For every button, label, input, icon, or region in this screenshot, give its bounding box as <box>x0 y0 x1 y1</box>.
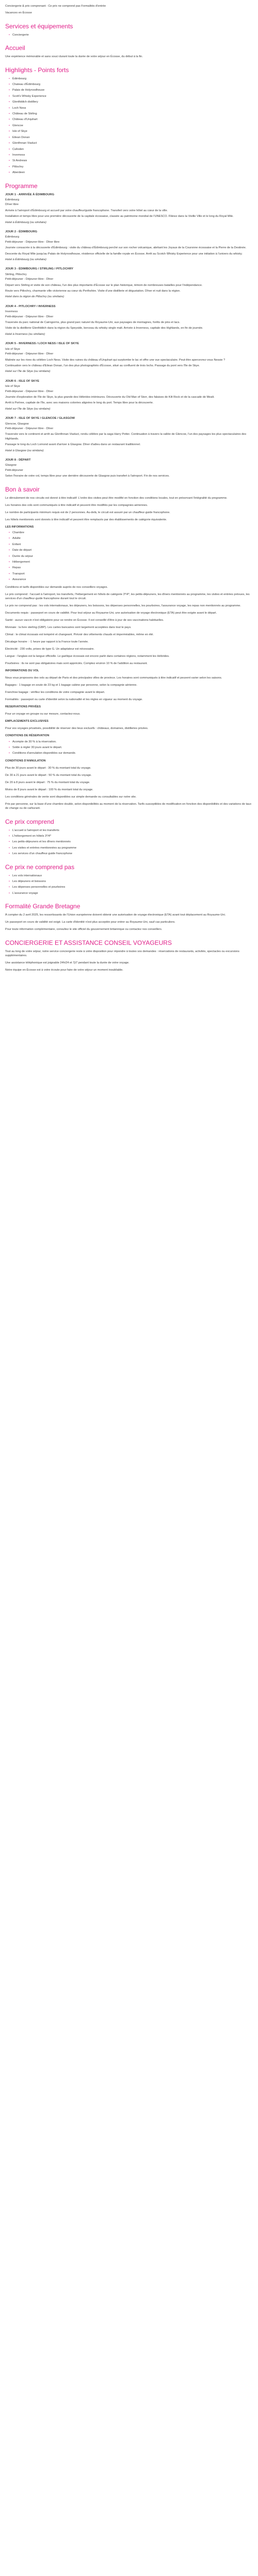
day-meals: Dîner libre <box>5 203 19 207</box>
paragraph: Une assistance téléphonique est joignable 24h/24 et 7j/7 pendant toute la durée de votre voyage. <box>5 961 130 964</box>
conditions-heading: CONDITIONS DE RÉSERVATION <box>5 734 50 738</box>
accueil-heading: Accueil <box>5 44 25 52</box>
list-item: • Les services d'un chauffeur-guide francophone <box>12 852 253 856</box>
list-item: • Adulte <box>12 536 253 540</box>
services-list <box>5 33 253 37</box>
day-block <box>5 304 253 336</box>
annulation-heading: CONDITIONS D'ANNULATION <box>5 759 46 762</box>
intro-line: Conciergerie & prix comprenant : Ce prix ne comprend pas Formalités d'entrée <box>5 5 106 8</box>
excluded-heading: Ce prix ne comprend pas <box>5 863 75 871</box>
day-title: JOUR 7 - ISLE OF SKYE / GLENCOE / GLASGOW <box>5 417 75 420</box>
paragraph: De 20 à 8 jours avant le départ : 75 % du montant total du voyage. <box>5 781 90 784</box>
excluded-list <box>5 874 253 896</box>
day-hotel: Hotel à Glasgow (ou similaire) <box>5 449 44 452</box>
list-item: • Scott's Whisky Experience <box>12 94 253 98</box>
paragraph: Monnaie : la livre sterling (GBP). Les cartes bancaires sont largement acceptées dans tout le pays. <box>5 626 132 630</box>
day-paragraph: Selon l'horaire de votre vol, temps libre pour une dernière découverte de Glasgow puis transfert à l'aéroport. Fin de nos services. <box>5 474 170 478</box>
list-item: • Culloden <box>12 147 253 151</box>
list-item: • Édimbourg <box>12 77 253 81</box>
day-block <box>5 193 253 225</box>
day-paragraph: Journée consacrée à la découverte d'Édimbourg : visite du château d'Édimbourg perché sur son rocher volcanique, abritant les Joyaux de la Couronne écossaise et la Pierre de la Destinée. <box>5 246 247 250</box>
day-meals: Petit-déjeuner - Déjeuner libre - Dîner <box>5 352 54 356</box>
list-item: • Date de départ <box>12 548 253 552</box>
formalites-text <box>5 913 253 931</box>
day-block <box>5 267 253 299</box>
day-meals: Petit-déjeuner - Déjeuner libre - Dîner libre <box>5 240 60 244</box>
list-item: • Glenfiddich distillery <box>12 100 253 104</box>
day-paragraph: Journée d'exploration de l'île de Skye, la plus grande des Hébrides intérieures. Découverte du Old Man of Storr, des falaises de Kilt Rock et de la cascade de Mealt. <box>5 395 215 399</box>
intro <box>5 4 253 15</box>
programme-heading: Programme <box>5 182 38 190</box>
day-meals: Petit-déjeuner - Déjeuner libre - Dîner <box>5 427 54 430</box>
day-block <box>5 458 253 479</box>
paragraph: Le prix comprend : l'accueil à l'aéroport, les transferts, l'hébergement en hôtels de catégorie 3*/4*, les petits-déjeuners, les dîners mentionnés au programme, les visites et entrées prévues, les services d'un chauffeur-guide francophone durant tout le circuit. <box>5 592 250 601</box>
day-paragraph: Traversée du parc national de Cairngorms, plus grand parc naturel du Royaume-Uni, aux paysages de montagnes, forêts de pins et lacs. <box>5 321 181 325</box>
reservations-heading: RESERVATIONS PRIVÉES <box>5 705 41 709</box>
list-item: • Hébergement <box>12 560 253 564</box>
paragraph: Décalage horaire : -1 heure par rapport à la France toute l'année. <box>5 640 89 644</box>
day-paragraph: Installation et temps libre pour une première découverte de la capitale écossaise, classée au patrimoine mondial de l'UNESCO. Flânez dans la Vieille Ville et le long du Royal Mile. <box>5 215 234 218</box>
paragraph: Conditions et tarifs disponibles sur demande auprès de nos conseillers voyages. <box>5 585 108 589</box>
day-hotel: Hotel à Inverness (ou similaire) <box>5 332 45 336</box>
list-item: • Glenfinnan Viaduct <box>12 141 253 145</box>
list-item: • Palais de Holyroodhouse <box>12 88 253 92</box>
list-item: • Les dépenses personnelles et pourboires <box>12 885 253 889</box>
list-item: • Château d'Urquhart <box>12 117 253 122</box>
day-paragraph: Matinée sur les rives du célèbre Loch Ness. Visite des ruines du château d'Urquhart qui surplombe le lac et offre une vue spectaculaire. Peut-être apercevrez-vous Nessie ? <box>5 358 225 362</box>
paragraph: Moins de 8 jours avant le départ : 100 % du montant total du voyage. <box>5 788 93 791</box>
paragraph: Les horaires des vols sont communiqués à titre indicatif et peuvent être modifiés par les compagnies aériennes. <box>5 503 148 507</box>
list-item: • L'assurance voyage <box>12 891 253 895</box>
paragraph: Les hôtels mentionnés sont donnés à titre indicatif et peuvent être remplacés par des établissements de catégorie équivalente. <box>5 518 167 521</box>
info-heading: LES INFORMATIONS <box>5 525 34 529</box>
day-place: Édimbourg <box>5 235 20 239</box>
intro-line: Vacances en Écosse <box>5 11 32 15</box>
list-item: • Les déjeuners et boissons <box>12 879 253 884</box>
list-item: • Aberdeen <box>12 171 253 175</box>
paragraph: Un passeport en cours de validité est exigé. La carte d'identité n'est plus acceptée pour entrer au Royaume-Uni, sauf cas particuliers. <box>5 921 175 924</box>
day-meals: Petit-déjeuner <box>5 468 23 472</box>
list-item: • Isle of Skye <box>12 129 253 133</box>
list-item: • Conciergerie <box>12 33 253 37</box>
list-item: • Eilean Donan <box>12 135 253 140</box>
info-extra <box>5 585 253 666</box>
final-notes <box>5 795 253 811</box>
paragraph: À compter du 2 avril 2025, les ressortissants de l'Union européenne doivent obtenir une autorisation de voyage électronique (ETA) avant tout déplacement au Royaume-Uni. <box>5 913 226 917</box>
day-paragraph: Visite de la distillerie Glenfiddich dans la région du Speyside, berceau du whisky single malt. Arrivée à Inverness, capitale des Highlands, en fin de journée. <box>5 327 203 330</box>
list-item: • Assurance <box>12 578 253 582</box>
day-title: JOUR 2 - ÉDIMBOURG <box>5 230 38 233</box>
list-item: • Solde à régler 30 jours avant le départ. <box>12 745 253 750</box>
day-hotel: Hotel à Édimbourg (ou similaire) <box>5 221 46 224</box>
emplacements-text: Pour vos voyages privatisés, possibilité de réserver des lieux exclusifs : châteaux, domaines, distilleries privées. <box>5 727 149 731</box>
list-item: • L'hébergement en hôtels 3*/4* <box>12 834 253 838</box>
programme <box>5 193 253 479</box>
paragraph: Climat : le climat écossais est tempéré et changeant. Prévoir des vêtements chauds et imperméables, même en été. <box>5 633 154 637</box>
day-paragraph: Départ vers Stirling et visite de son château, l'un des plus importants d'Écosse sur le plan historique, témoin de nombreuses batailles pour l'indépendance. <box>5 283 203 287</box>
paragraph: Tout au long de votre séjour, notre service conciergerie reste à votre disposition pour répondre à toutes vos demandes : réservations de restaurants, activités, spectacles ou excursions supplémentaires. <box>5 950 239 957</box>
flight-info <box>5 676 253 702</box>
day-hotel: Hotel dans la région de Pitlochry (ou similaire) <box>5 295 64 299</box>
day-title: JOUR 3 - ÉDIMBOURG / STIRLING / PITLOCHRY <box>5 267 74 271</box>
concierge-heading: CONCIERGERIE ET ASSISTANCE CONSEIL VOYAGEURS <box>5 939 172 946</box>
day-meals: Petit-déjeuner - Déjeuner libre - Dîner <box>5 278 54 281</box>
flight-info-heading: INFORMATIONS DU VOL <box>5 669 39 673</box>
day-hotel: Hotel sur l'île de Skye (ou similaire) <box>5 407 51 411</box>
paragraph: Prix par personne, sur la base d'une chambre double, selon disponibilités au moment de la réservation. Tarifs susceptibles de modification en fonction des disponibilités et des variations de taux de change ou de carburant. <box>5 802 252 810</box>
bon-a-savoir-heading: Bon à savoir <box>5 485 40 493</box>
day-hotel: Hotel à Édimbourg (ou similaire) <box>5 258 46 261</box>
list-item: • Les petits-déjeuners et les dîners mentionnés <box>12 840 253 844</box>
paragraph: Le nombre de participants minimum requis est de 2 personnes. Au-delà, le circuit est assuré par un chauffeur-guide francophone. <box>5 511 170 514</box>
paragraph: Franchise bagage : vérifiez les conditions de votre compagnie avant le départ. <box>5 691 105 694</box>
paragraph: Le déroulement de nos circuits est donné à titre indicatif. L'ordre des visites peut être modifié en fonction des conditions locales, tout en préservant l'intégralité du programme. <box>5 496 228 500</box>
day-paragraph: Descente du Royal Mile jusqu'au Palais de Holyroodhouse, résidence officielle de la famille royale en Écosse. Arrêt au Scotch Whisky Experience pour une initiation à l'univers du whisky. <box>5 252 243 256</box>
paragraph: Électricité : 230 volts, prises de type G. Un adaptateur est nécessaire. <box>5 648 94 651</box>
day-title: JOUR 6 - ISLE OF SKYE <box>5 379 40 383</box>
paragraph: Les conditions générales de vente sont disponibles sur simple demande ou consultables sur notre site. <box>5 795 137 799</box>
highlights-list <box>5 77 253 175</box>
day-paragraph: Passage le long du Loch Lomond avant d'arriver à Glasgow. Dîner d'adieu dans un restaurant traditionnel. <box>5 443 141 447</box>
day-block <box>5 379 253 411</box>
annulation-text <box>5 766 253 792</box>
day-paragraph: Route vers Pitlochry, charmante ville victorienne au cœur du Perthshire. Visite d'une distillerie et dégustation. Dîner et nuit dans la région. <box>5 290 181 293</box>
paragraph: Notre équipe en Écosse est à votre écoute pour faire de votre séjour un moment inoubliable. <box>5 969 123 972</box>
list-item: • Les vols internationaux <box>12 874 253 878</box>
day-paragraph: Arrêt à Portree, capitale de l'île, avec ses maisons colorées alignées le long du port. Temps libre pour la découverte. <box>5 401 154 405</box>
day-paragraph: Arrivée à l'aéroport d'Édimbourg et accueil par votre chauffeur/guide francophone. Transfert vers votre hôtel au cœur de la ville. <box>5 209 168 212</box>
conditions-list <box>5 740 253 756</box>
day-place: Isle of Skye <box>5 347 20 351</box>
list-item: • Chateau d'Édimbourg <box>12 82 253 87</box>
day-place: Glencoe, Glasgow <box>5 422 29 426</box>
bon-a-savoir <box>5 496 253 522</box>
paragraph: Documents requis : passeport en cours de validité. Pour tout séjour au Royaume-Uni, une autorisation de voyage électronique (ETA) peut être exigée avant le départ. <box>5 612 217 615</box>
list-item: • Conditions d'annulation disponibles sur demande. <box>12 751 253 755</box>
info-list <box>5 531 253 582</box>
paragraph: Langue : l'anglais est la langue officielle. Le gaélique écossais est encore parlé dans certaines régions, notamment les Hébrides. <box>5 655 170 658</box>
list-item: • Pitlochry <box>12 165 253 169</box>
services-heading: Services et équipements <box>5 22 73 30</box>
paragraph: Le prix ne comprend pas : les vols internationaux, les déjeuners, les boissons, les dépenses personnelles, les pourboires, l'assurance voyage, les repas non mentionnés au programme. <box>5 604 241 608</box>
list-item: • Durée du séjour <box>12 554 253 558</box>
accueil-text: Une expérience mémorable et sans souci durant toute la durée de votre séjour en Écosse, du début à la fin. <box>5 55 143 59</box>
day-title: JOUR 5 - INVERNESS / LOCH NESS / ISLE OF SKYE <box>5 342 79 346</box>
reservations-text: Pour un voyage en groupe ou sur mesure, contactez-nous. <box>5 713 80 716</box>
list-item: • Inverness <box>12 153 253 157</box>
paragraph: Nous vous proposons des vols au départ de Paris et des principales villes de province. Les horaires sont communiqués à titre indicatif et peuvent varier selon les saisons. <box>5 676 222 680</box>
day-place: Édimbourg <box>5 198 20 201</box>
list-item: • Loch Ness <box>12 106 253 110</box>
day-paragraph: Traversée vers le continent et arrêt au Glenfinnan Viaduct, rendu célèbre par la saga Harry Potter. Continuation à travers la vallée de Glencoe, l'un des paysages les plus spectaculaires des Highlands. <box>5 433 247 440</box>
list-item: • Repas <box>12 566 253 570</box>
paragraph: Plus de 30 jours avant le départ : 30 % du montant total du voyage. <box>5 766 91 770</box>
list-item: • Glencoe <box>12 124 253 128</box>
list-item: • St Andrews <box>12 159 253 163</box>
formalites-heading: Formalité Grande Bretagne <box>5 903 80 910</box>
list-item: • Château de Stirling <box>12 112 253 116</box>
day-place: Isle of Skye <box>5 385 20 388</box>
day-hotel: Hotel sur l'île de Skye (ou similaire) <box>5 370 51 374</box>
list-item: • Enfant <box>12 543 253 547</box>
list-item: • Transport <box>12 572 253 576</box>
day-block <box>5 416 253 453</box>
list-item: • Les visites et entrées mentionnées au programme <box>12 846 253 850</box>
day-block <box>5 342 253 374</box>
emplacements-heading: EMPLACEMENTS EXCLUSIVES <box>5 720 49 723</box>
included-heading: Ce prix comprend <box>5 818 54 825</box>
page <box>0 0 258 972</box>
day-place: Glasgow <box>5 464 17 467</box>
day-paragraph: Continuation vers le château d'Eilean Donan, l'un des plus photographiés d'Écosse, situé au confluent de trois lochs. Passage du pont vers l'île de Skye. <box>5 364 200 367</box>
paragraph: Pour toute information complémentaire, consultez le site officiel du gouvernement britannique ou contactez nos conseillers. <box>5 928 163 931</box>
day-title: JOUR 4 - PITLOCHRY / INVERNESS <box>5 304 56 308</box>
day-title: JOUR 8 - DÉPART <box>5 459 31 462</box>
highlights-heading: Highlights - Points forts <box>5 66 69 74</box>
paragraph: Pourboires : ils ne sont pas obligatoires mais sont appréciés. Comptez environ 10 % de l'addition au restaurant. <box>5 662 148 666</box>
paragraph: De 30 à 21 jours avant le départ : 50 % du montant total du voyage. <box>5 773 92 777</box>
list-item: • L'accueil à l'aéroport et les transferts <box>12 828 253 833</box>
list-item: • Acompte de 30 % à la réservation. <box>12 740 253 744</box>
day-block <box>5 230 253 262</box>
day-meals: Petit-déjeuner - Déjeuner libre - Dîner <box>5 389 54 393</box>
day-meals: Petit-déjeuner - Déjeuner libre - Dîner <box>5 315 54 318</box>
day-place: Stirling, Pitlochry <box>5 273 27 276</box>
concierge-text <box>5 950 253 973</box>
paragraph: Formalités : passeport ou carte d'identité selon la nationalité et les règles en vigueur au moment du voyage. <box>5 698 143 702</box>
paragraph: Santé : aucun vaccin n'est obligatoire pour se rendre en Écosse. Il est conseillé d'être à jour de ses vaccinations habituelles. <box>5 619 164 622</box>
day-title: JOUR 1 - ARRIVÉE À ÉDIMBOURG <box>5 193 55 196</box>
included-list <box>5 828 253 856</box>
list-item: • Chambre <box>12 531 253 535</box>
day-place: Inverness <box>5 310 18 314</box>
paragraph: Bagages : 1 bagage en soute de 23 kg et 1 bagage cabine par personne, selon la compagnie aérienne. <box>5 684 137 687</box>
